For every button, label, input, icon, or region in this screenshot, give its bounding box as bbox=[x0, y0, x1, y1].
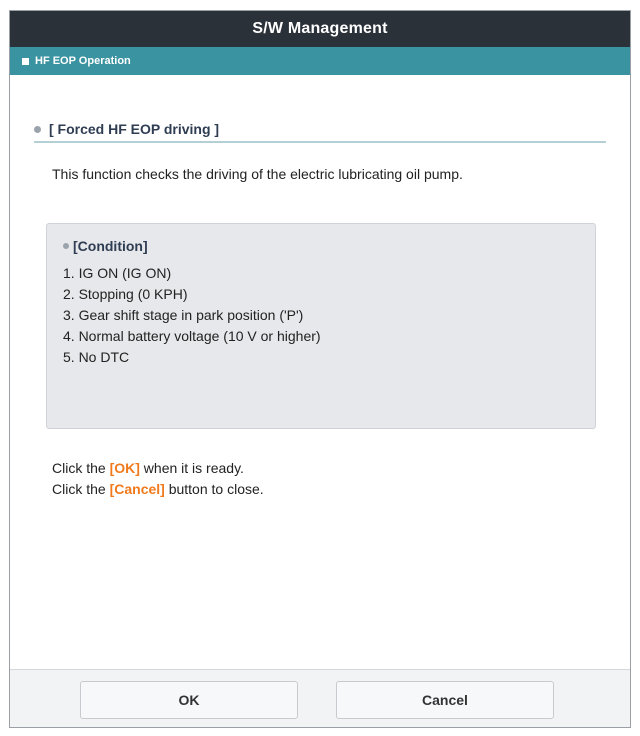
instruction-text: when it is ready. bbox=[139, 460, 244, 476]
instruction-ok bbox=[52, 458, 612, 479]
cancel-highlight: [Cancel] bbox=[109, 481, 165, 497]
dialog-title: S/W Management bbox=[10, 11, 630, 47]
ok-button[interactable]: OK bbox=[80, 681, 298, 719]
instruction-text: button to close. bbox=[164, 481, 264, 497]
condition-title-text: [Condition] bbox=[73, 238, 148, 254]
sw-management-dialog bbox=[9, 10, 631, 728]
condition-item: 5. No DTC bbox=[63, 349, 130, 365]
condition-title bbox=[63, 238, 595, 254]
condition-item: 2. Stopping (0 KPH) bbox=[63, 286, 188, 302]
instruction-text: Click the bbox=[52, 481, 110, 497]
function-description: This function checks the driving of the electric lubricating oil pump. bbox=[52, 166, 463, 182]
ok-highlight: [OK] bbox=[109, 460, 140, 476]
section-header bbox=[10, 47, 630, 75]
section-title: HF EOP Operation bbox=[35, 55, 131, 67]
instruction-text: Click the bbox=[52, 460, 110, 476]
sub-heading bbox=[34, 117, 606, 143]
square-bullet-icon bbox=[22, 58, 29, 65]
condition-box bbox=[46, 223, 596, 429]
circle-bullet-icon bbox=[34, 126, 41, 133]
cancel-button[interactable]: Cancel bbox=[336, 681, 554, 719]
instruction-cancel bbox=[52, 479, 612, 500]
condition-item: 3. Gear shift stage in park position ('P') bbox=[63, 307, 304, 323]
condition-item: 4. Normal battery voltage (10 V or higher) bbox=[63, 328, 321, 344]
condition-item: 1. IG ON (IG ON) bbox=[63, 265, 172, 281]
instructions bbox=[52, 458, 612, 500]
circle-bullet-icon bbox=[63, 243, 69, 249]
condition-list bbox=[63, 263, 595, 368]
dialog-footer bbox=[10, 669, 630, 727]
sub-heading-text: [ Forced HF EOP driving ] bbox=[49, 121, 220, 137]
